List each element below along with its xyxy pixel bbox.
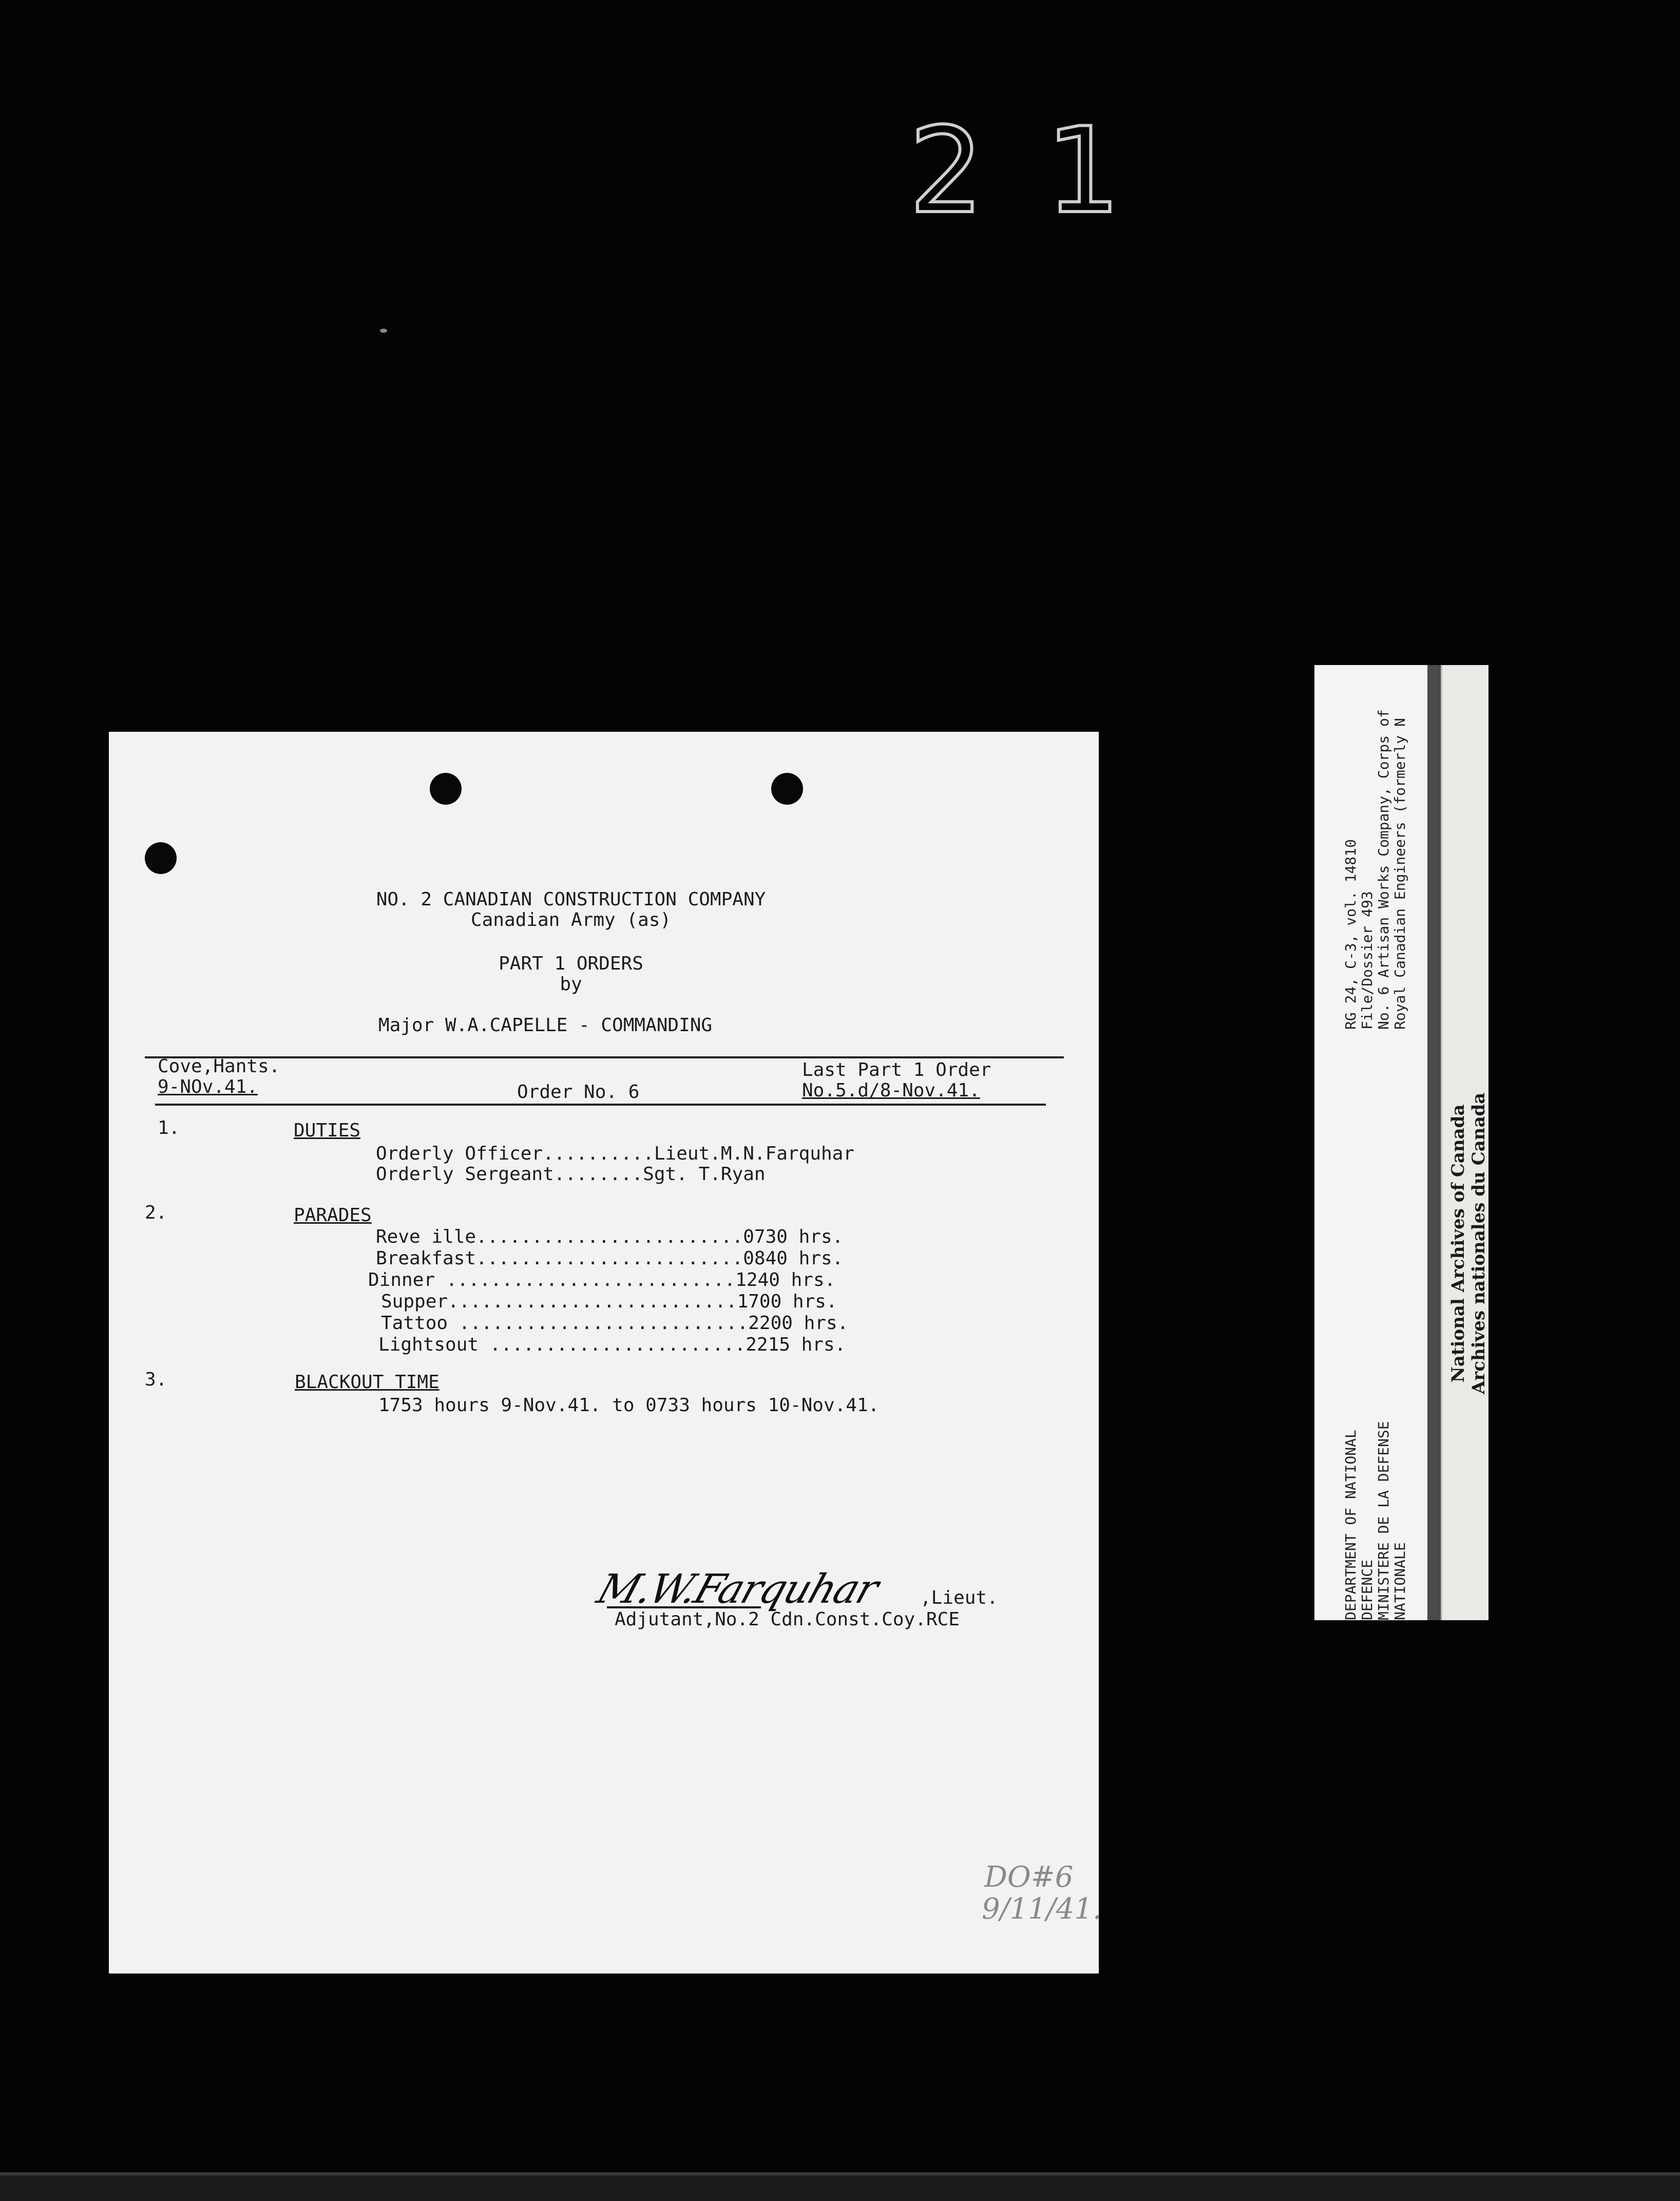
label-department: DEPARTMENT OF NATIONAL DEFENCE MINISTERE DE LA DEFENSE NATIONALE — [1342, 1421, 1408, 1620]
parade-line: Reve ille........................0730 hrs. — [376, 1226, 844, 1247]
commander-line: Major W.A.CAPELLE - COMMANDING — [378, 1015, 713, 1036]
parade-line: Supper..........................1700 hrs. — [381, 1291, 837, 1312]
section-title-blackout: BLACKOUT TIME — [295, 1372, 440, 1393]
order-number: Order No. 6 — [517, 1081, 640, 1103]
label-archives: National Archives of Canada Archives nationales du Canada — [1448, 1092, 1489, 1394]
punch-hole — [771, 773, 803, 805]
document-page — [109, 732, 1102, 1974]
section-number: 3. — [145, 1369, 167, 1390]
date: 9-NOv.41. — [158, 1076, 258, 1097]
parade-line: Tattoo ..........................2200 hrs. — [381, 1313, 849, 1334]
section-title-duties: DUTIES — [294, 1120, 361, 1141]
company-heading: NO. 2 CANADIAN CONSTRUCTION COMPANY — [376, 889, 766, 910]
signature: M.W.Farquhar — [591, 1566, 884, 1612]
punch-hole — [430, 773, 462, 805]
frame-number: 21 — [909, 103, 1182, 240]
film-speck — [380, 329, 387, 333]
punch-hole — [145, 842, 177, 874]
duty-line: Orderly Sergeant........Sgt. T.Ryan — [376, 1164, 766, 1185]
label-strip — [1427, 665, 1441, 1620]
section-title-parades: PARADES — [294, 1205, 372, 1226]
section-number: 1. — [158, 1117, 180, 1139]
orders-by: by — [560, 974, 582, 995]
last-order-ref: No.5.d/8-Nov.41. — [802, 1080, 980, 1101]
archive-label — [1314, 665, 1489, 1620]
signature-title: Adjutant,No.2 Cdn.Const.Coy.RCE — [615, 1609, 960, 1630]
parade-line: Breakfast........................0840 hrs. — [376, 1248, 844, 1269]
label-reference: RG 24, C-3, vol. 14810 File/Dossier 493 No. 6 Artisan Works Company, Corps of Royal Canadian Engineers (formerly N — [1342, 709, 1408, 1030]
handwritten-note: 9/11/41. — [982, 1892, 1102, 1926]
parade-line: Lightsout .......................2215 hrs. — [378, 1334, 846, 1355]
last-order-label: Last Part 1 Order — [802, 1059, 991, 1080]
signature-rank: ,Lieut. — [920, 1587, 998, 1608]
orders-title: PART 1 ORDERS — [499, 953, 643, 974]
parade-line: Dinner ..........................1240 hrs. — [368, 1269, 836, 1291]
company-subheading: Canadian Army (as) — [470, 909, 672, 931]
header-rule-bottom — [155, 1104, 1046, 1106]
header-rule — [145, 1056, 1064, 1058]
section-number: 2. — [145, 1202, 167, 1223]
film-frame-edge — [0, 2172, 1680, 2201]
handwritten-note: DO#6 — [984, 1861, 1074, 1894]
duty-line: Orderly Officer..........Lieut.M.N.Farquhar — [376, 1143, 854, 1164]
blackout-line: 1753 hours 9-Nov.41. to 0733 hours 10-Nov.41. — [378, 1395, 880, 1416]
place: Cove,Hants. — [158, 1056, 280, 1077]
